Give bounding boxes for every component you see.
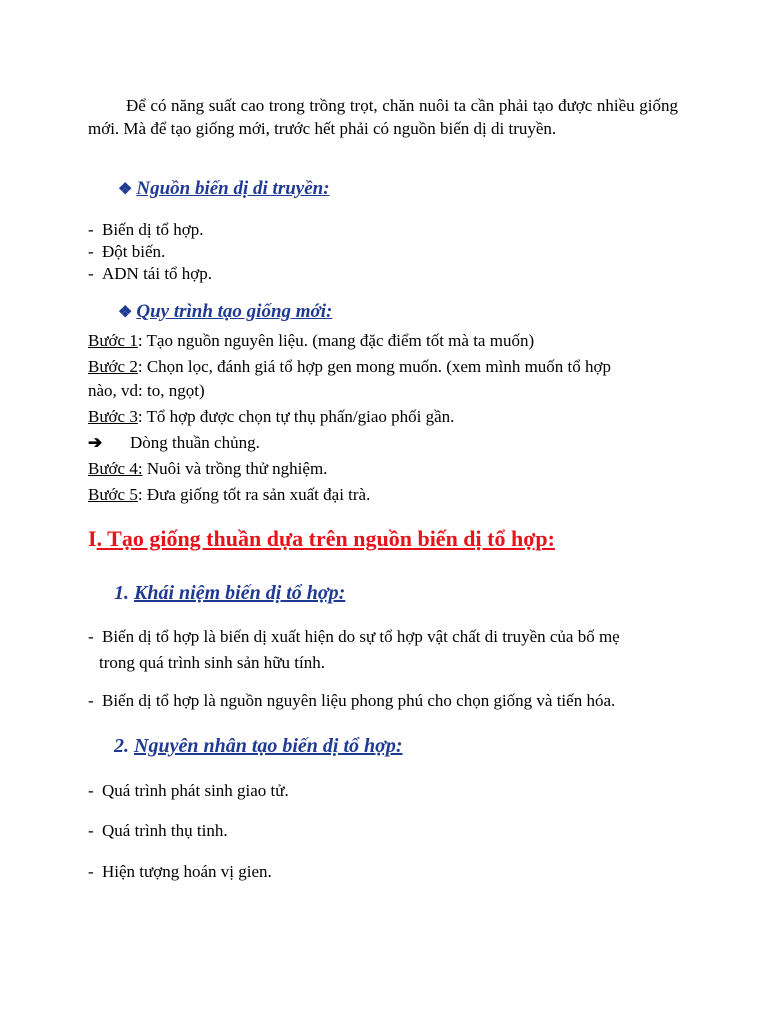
subsection-1-number: 1. [114,582,129,604]
step-label: Bước 2 [88,357,138,376]
sources-heading-text: Nguồn biến dị di truyền: [136,178,330,199]
list-item: - Biến dị tổ hợp là nguồn nguyên liệu phong phú cho chọn giống và tiến hóa. [88,691,616,710]
step-label: Bước 4: [88,459,143,478]
step-label: Bước 1 [88,331,138,350]
arrow-text: Dòng thuần chủng. [130,433,260,452]
section-I-prefix: I [88,526,97,551]
list-item-text: Biến dị tổ hợp là biến dị xuất hiện do sự tổ hợp vật chất di truyền của bố mẹ [102,627,620,646]
list-item: - Biến dị tổ hợp là biến dị xuất hiện do sự tổ hợp vật chất di truyền của bố mẹ [88,627,620,646]
step-text: : Đưa giống tốt ra sản xuất đại trà. [137,485,371,504]
step-4 [88,458,327,480]
list-item-text: Quá trình thụ tinh. [102,821,228,840]
step-2-continuation: nào, vd: to, ngọt) [88,381,205,400]
list-item-text: Biến dị tổ hợp. [102,220,204,239]
list-item: - Hiện tượng hoán vị gien. [88,862,272,881]
intro-paragraph: Để có năng suất cao trong trồng trọt, chăn nuôi ta cần phải tạo được nhiều giống mới. Mà để tạo giống mới, trước hết phải có nguồn biến dị di truyền. [88,96,678,138]
subsection-2-title: Nguyên nhân tạo biến dị tổ hợp: [134,735,403,757]
sources-heading [118,178,330,200]
list-item-text: Biến dị tổ hợp là nguồn nguyên liệu phong phú cho chọn giống và tiến hóa. [102,691,616,710]
list-item-continuation: trong quá trình sinh sản hữu tính. [99,653,325,672]
arrow-result [88,432,260,454]
diamond-bullet-icon: ❖ [118,181,133,198]
list-item-text: ADN tái tổ hợp. [102,264,213,283]
list-item: - Đột biến. [88,242,166,261]
step-text: Nuôi và trồng thử nghiệm. [142,459,328,478]
subsection-2-number: 2. [114,735,129,757]
list-item: - Quá trình thụ tinh. [88,821,228,840]
list-item: - Biến dị tổ hợp. [88,220,204,239]
list-item-text: Hiện tượng hoán vị gien. [102,862,272,881]
subsection-2-heading [114,735,403,758]
subsection-1-title: Khái niệm biến dị tổ hợp: [134,582,346,604]
step-5 [88,484,370,506]
section-I-heading [88,526,555,552]
step-text: : Chọn lọc, đánh giá tổ hợp gen mong muốn. (xem mình muốn tổ hợp [137,357,612,376]
step-label: Bước 5 [88,485,138,504]
process-heading [118,301,332,323]
right-arrow-icon: ➔ [88,433,103,452]
list-item: - ADN tái tổ hợp. [88,264,213,283]
step-2 [88,356,611,378]
process-heading-text: Quy trình tạo giống mới: [136,301,333,322]
diamond-bullet-icon: ❖ [118,304,133,321]
step-text: : Tổ hợp được chọn tự thụ phấn/giao phối gần. [137,407,455,426]
step-1 [88,330,534,352]
step-3 [88,406,454,428]
list-item: - Quá trình phát sinh giao tử. [88,781,289,800]
step-label: Bước 3 [88,407,138,426]
section-I-title: . Tạo giống thuần dựa trên nguồn biến dị tổ hợp: [96,526,555,551]
step-text: : Tạo nguồn nguyên liệu. (mang đặc điểm tốt mà ta muốn) [137,331,535,350]
list-item-text: Quá trình phát sinh giao tử. [102,781,289,800]
list-item-text: Đột biến. [102,242,166,261]
subsection-1-heading [114,582,345,605]
